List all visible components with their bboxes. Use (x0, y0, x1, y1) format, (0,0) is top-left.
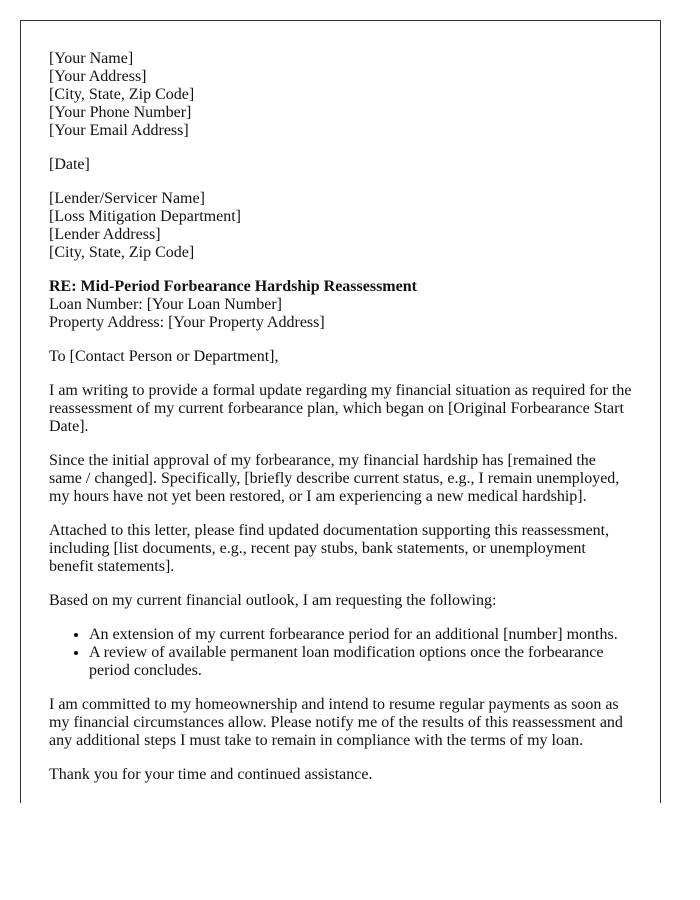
property-address: Property Address: [Your Property Address] (49, 314, 325, 331)
body-paragraph: Since the initial approval of my forbearance, my financial hardship has [remained the same / changed]. Specifically, [briefly describe current status, e.g., I remain unemployed, my hours have not yet been restored, or I am experiencing a new medical hardship]. (49, 452, 620, 505)
sender-phone: [Your Phone Number] (49, 104, 192, 121)
recipient-name: [Lender/Servicer Name] (49, 190, 205, 207)
body-paragraph: Based on my current financial outlook, I am requesting the following: (49, 592, 497, 609)
subject-block (49, 278, 632, 332)
recipient-department: [Loss Mitigation Department] (49, 208, 241, 225)
list-item: • An extension of my current forbearance period for an additional [number] months. (89, 626, 632, 644)
sender-city: [City, State, Zip Code] (49, 86, 195, 103)
request-list (49, 626, 632, 680)
salutation: To [Contact Person or Department], (49, 348, 279, 365)
body-paragraph: I am writing to provide a formal update regarding my financial situation as required for the reassessment of my current forbearance plan, which began on [Original Forbearance Start Date]. (49, 382, 632, 435)
recipient-city: [City, State, Zip Code] (49, 244, 195, 261)
letter-date: [Date] (49, 156, 90, 173)
sender-name: [Your Name] (49, 50, 134, 67)
subject-line: RE: Mid-Period Forbearance Hardship Reassessment (49, 278, 417, 295)
loan-number: Loan Number: [Your Loan Number] (49, 296, 282, 313)
closing-paragraph: Thank you for your time and continued assistance. (49, 766, 373, 783)
sender-address: [Your Address] (49, 68, 147, 85)
recipient-address: [Lender Address] (49, 226, 161, 243)
sender-email: [Your Email Address] (49, 122, 189, 139)
sender-block (49, 50, 632, 140)
body-paragraph: Attached to this letter, please find updated documentation supporting this reassessment, including [list documents, e.g., recent pay stubs, bank statements, or unemployment benefit statements]. (49, 522, 610, 575)
list-item: • A review of available permanent loan modification options once the forbearance period concludes. (89, 644, 632, 680)
recipient-block (49, 190, 632, 262)
closing-paragraph: I am committed to my homeownership and intend to resume regular payments as soon as my financial circumstances allow. Please notify me of the results of this reassessment and any additional steps I must take to remain in compliance with the terms of my loan. (49, 696, 623, 749)
letter-page (20, 20, 661, 803)
